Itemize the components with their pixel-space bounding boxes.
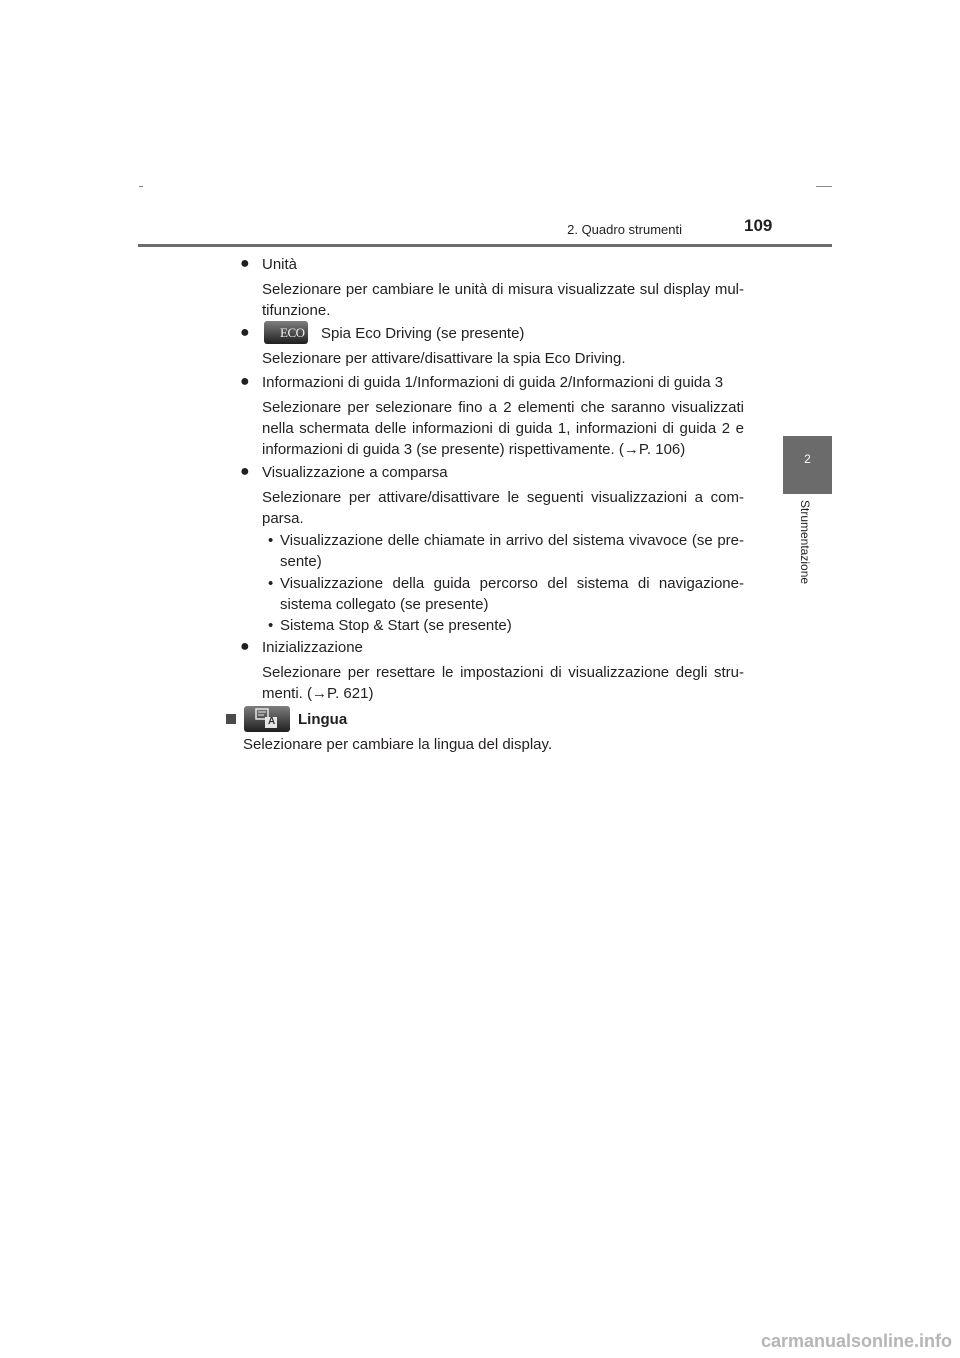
item-desc-info-2: nella schermata delle informazioni di guida 1, informazioni di guida 2 e	[262, 420, 744, 437]
crop-mark-left	[139, 186, 143, 187]
page-number: 109	[744, 216, 773, 235]
bullet-icon: ●	[240, 638, 250, 655]
chapter-tab: 2	[783, 436, 832, 494]
item-title-unita: Unità	[262, 256, 298, 273]
eco-driving-icon	[264, 321, 308, 344]
bullet-icon: ●	[240, 463, 250, 480]
item-title-info: Informazioni di guida 1/Informazioni di guida 2/Informazioni di guida 3	[262, 374, 724, 391]
section-square-icon	[226, 714, 236, 724]
item-desc-init-1: Selezionare per resettare le impostazioni di visualizzazione degli stru-	[262, 664, 744, 681]
language-icon-glyph	[244, 706, 290, 732]
bullet-icon: ●	[240, 373, 250, 390]
section-title-lingua: Lingua	[298, 711, 348, 728]
chapter-label: Strumentazione	[798, 500, 812, 585]
sub-item-popup-3: Sistema Stop & Start (se presente)	[280, 617, 512, 634]
item-desc-unita-2: tifunzione.	[262, 302, 331, 319]
sub-bullet: •	[268, 617, 274, 634]
item-title-popup: Visualizzazione a comparsa	[262, 464, 448, 481]
item-desc-info-1: Selezionare per selezionare fino a 2 elementi che saranno visualizzati	[262, 399, 744, 416]
watermark: carmanualsonline.info	[760, 1331, 952, 1351]
eco-icon-label: ECO	[280, 325, 305, 340]
sub-item-popup-2b: sistema collegato (se presente)	[280, 596, 489, 613]
bullet-icon: ●	[240, 255, 250, 272]
language-icon-letter: A	[268, 716, 276, 727]
sub-bullet: •	[268, 575, 274, 592]
sub-item-popup-2a: Visualizzazione della guida percorso del sistema di navigazione-	[280, 575, 744, 592]
item-desc-popup-1: Selezionare per attivare/disattivare le seguenti visualizzazioni a com-	[262, 489, 744, 506]
item-title-init: Inizializzazione	[262, 639, 363, 656]
item-desc-unita-1: Selezionare per cambiare le unità di misura visualizzate sul display mul-	[262, 281, 744, 298]
item-desc-info-3: informazioni di guida 3 (se presente) rispettivamente. (→P. 106)	[262, 441, 686, 458]
item-desc-init-2: menti. (→P. 621)	[262, 685, 374, 702]
item-desc-popup-2: parsa.	[262, 510, 304, 527]
bullet-icon: ●	[240, 324, 250, 341]
sub-item-popup-1b: sente)	[280, 553, 322, 570]
language-icon	[244, 706, 290, 732]
section-title: 2. Quadro strumenti	[567, 222, 682, 237]
header-rule	[138, 244, 832, 247]
section-desc-lingua: Selezionare per cambiare la lingua del display.	[243, 736, 553, 753]
item-desc-eco: Selezionare per attivare/disattivare la spia Eco Driving.	[262, 350, 626, 367]
sub-bullet: •	[268, 532, 274, 549]
item-title-eco: Spia Eco Driving (se presente)	[321, 325, 525, 342]
sub-item-popup-1a: Visualizzazione delle chiamate in arrivo del sistema vivavoce (se pre-	[280, 532, 744, 549]
crop-mark-right	[816, 186, 832, 187]
